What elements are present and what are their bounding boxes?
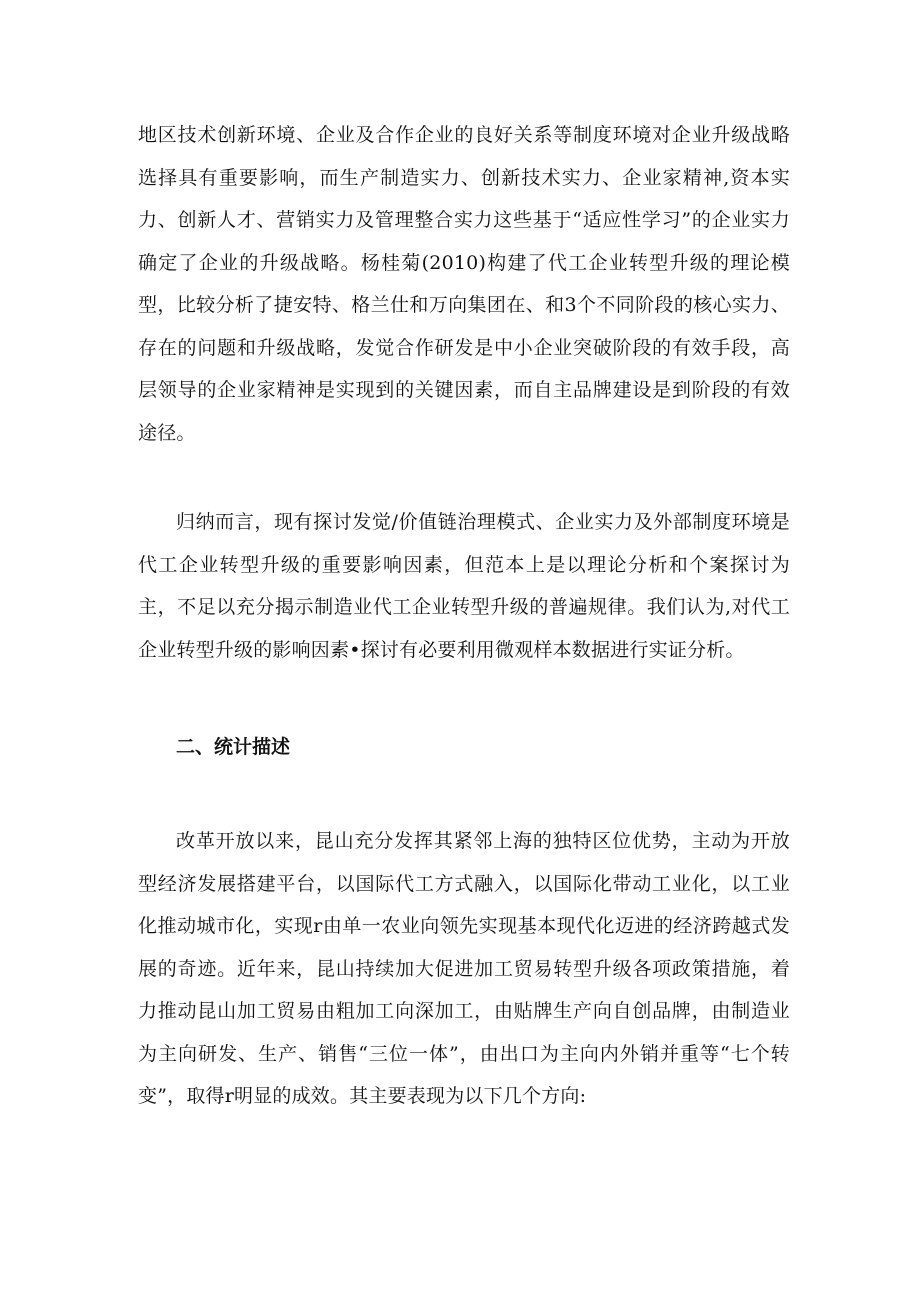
body-paragraph: 改革开放以来，昆山充分发挥其紧邻上海的独特区位优势，主动为开放型经济发展搭建平台，以国际代工方式融入，以国际化带动工业化，以工业化推动城市化，实现r由单一农业向领先实现基本现代化迈进的经济跨越式发展的奇迹。近年来，昆山持续加大促进加工贸易转型升级各项政策措施，着力推动昆山加工贸易由粗加工向深加工，由贴牌生产向自创品牌，由制造业为主向研发、生产、销售“三位一体”，由出口为主向内外销并重等“七个转变”，取得r明显的成效。其主要表现为以下几个方向: [138, 830, 790, 1107]
section-heading: 二、统计描述 [176, 736, 291, 758]
body-paragraph: 地区技术创新环境、企业及合作企业的良好关系等制度环境对企业升级战略选择具有重要影响，而生产制造实力、创新技术实力、企业家精神,资本实力、创新人才、营销实力及管理整合实力这些基于“适应性学习”的企业实力确定了企业的升级战略。杨桂菊(2010)构建了代工企业转型升级的理论模型，比较分析了捷安特、格兰仕和万向集团在、和3个不同阶段的核心实力、存在的问题和升级战略，发觉合作研发是中小企业突破阶段的有效手段，高层领导的企业家精神是实现到的关键因素，而自主品牌建设是到阶段的有效途径。 [138, 124, 790, 444]
body-paragraph: 归纳而言，现有探讨发觉/价值链治理模式、企业实力及外部制度环境是代工企业转型升级的重要影响因素，但范本上是以理论分析和个案探讨为主，不足以充分揭示制造业代工企业转型升级的普遍规律。我们认为,对代工企业转型升级的影响因素•探讨有必要利用微观样本数据进行实证分析。 [138, 511, 790, 661]
